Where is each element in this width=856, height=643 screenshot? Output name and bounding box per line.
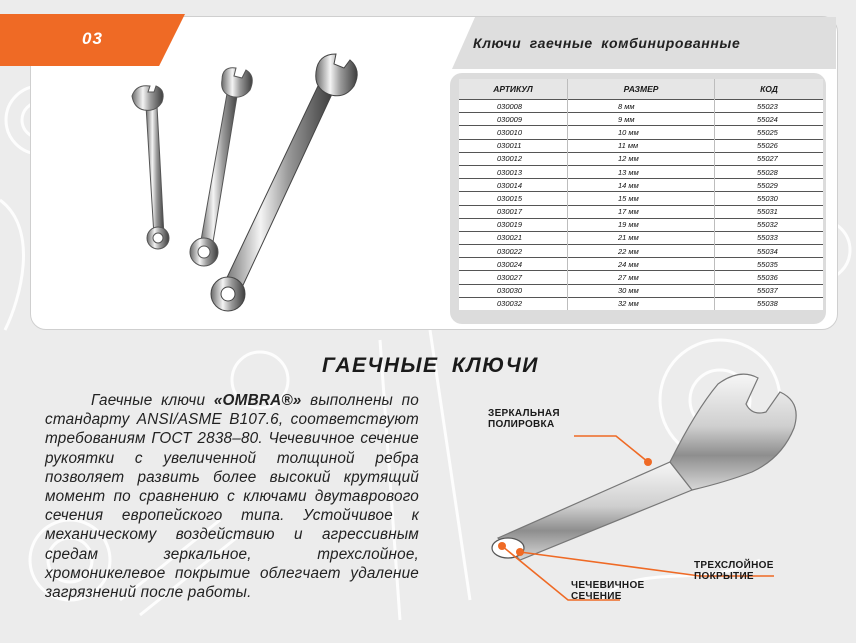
callout-three-layer-coating: ТРЕХСЛОЙНОЕ ПОКРЫТИЕ [694,560,774,582]
cell-size: 22 мм [568,245,715,258]
page-number: 03 [82,29,103,48]
small-wrench [132,86,169,249]
table-row [459,245,823,258]
table-header-row [459,79,823,100]
cell-size: 12 мм [568,152,715,165]
cell-article: 030027 [459,271,568,284]
table-row [459,139,823,152]
cell-code: 55025 [715,126,824,139]
table-row [459,165,823,178]
table-row [459,179,823,192]
cell-size: 27 мм [568,271,715,284]
cell-code: 55028 [715,165,824,178]
large-wrench-closeup [492,374,796,560]
cell-article: 030032 [459,297,568,310]
spec-table-body [459,100,823,311]
cell-size: 24 мм [568,258,715,271]
table-row [459,231,823,244]
spec-table [459,79,823,310]
cell-code: 55035 [715,258,824,271]
cell-article: 030010 [459,126,568,139]
cell-size: 21 мм [568,231,715,244]
cell-article: 030017 [459,205,568,218]
cell-article: 030014 [459,179,568,192]
callout-mirror-polish: ЗЕРКАЛЬНАЯ ПОЛИРОВКА [488,408,560,430]
section-title: ГАЕЧНЫЕ КЛЮЧИ [322,354,539,377]
table-row [459,126,823,139]
cell-size: 19 мм [568,218,715,231]
cell-size: 10 мм [568,126,715,139]
table-title: Ключи гаечные комбинированные [473,35,741,51]
callout-dot-section [498,542,506,550]
table-row [459,152,823,165]
cell-code: 55034 [715,245,824,258]
cell-article: 030013 [459,165,568,178]
cell-article: 030030 [459,284,568,297]
cell-article: 030015 [459,192,568,205]
cell-code: 55024 [715,113,824,126]
cell-code: 55031 [715,205,824,218]
cell-size: 8 мм [568,100,715,113]
brand-name: «OMBRA®» [213,392,302,409]
table-row [459,113,823,126]
cell-code: 55023 [715,100,824,113]
description-intro: Гаечные ключи [91,392,214,409]
callout-dot-polish [644,458,652,466]
column-header-code: КОД [715,79,824,100]
table-row [459,297,823,310]
cell-code: 55036 [715,271,824,284]
description-text [45,391,419,602]
cell-code: 55032 [715,218,824,231]
cell-article: 030019 [459,218,568,231]
cell-code: 55026 [715,139,824,152]
description-body: выполнены по стандарту ANSI/ASME B107.6, соответствуют требованиям ГОСТ 2838–80. Чечевичное сечение рукоятки с увеличенной толщиной ребра позволяет развить более высокий крутящий момент по сравнению с ключами двутаврового сечения европейского типа. Устойчивое к механическому воздействию и агрессивным средам зеркальное, трехслойное, хромоникелевое покрытие облегчает удаление загрязнений после работы. [45,392,419,602]
cell-code: 55029 [715,179,824,192]
cell-article: 030008 [459,100,568,113]
cell-code: 55030 [715,192,824,205]
cell-code: 55033 [715,231,824,244]
cell-article: 030022 [459,245,568,258]
column-header-article: АРТИКУЛ [459,79,568,100]
callout-dot-coating [516,548,524,556]
callout-lens-section: ЧЕЧЕВИЧНОЕ СЕЧЕНИЕ [571,580,645,602]
wrenches-photo [110,40,370,320]
cell-article: 030009 [459,113,568,126]
cell-article: 030012 [459,152,568,165]
column-header-size: РАЗМЕР [568,79,715,100]
cell-size: 17 мм [568,205,715,218]
table-row [459,192,823,205]
cell-size: 30 мм [568,284,715,297]
cell-article: 030024 [459,258,568,271]
cell-size: 11 мм [568,139,715,152]
cell-size: 13 мм [568,165,715,178]
table-row [459,271,823,284]
cell-code: 55038 [715,297,824,310]
cell-size: 32 мм [568,297,715,310]
cell-size: 15 мм [568,192,715,205]
cell-size: 14 мм [568,179,715,192]
cell-size: 9 мм [568,113,715,126]
table-row [459,100,823,113]
table-row [459,284,823,297]
table-row [459,218,823,231]
cell-code: 55037 [715,284,824,297]
cell-code: 55027 [715,152,824,165]
cell-article: 030021 [459,231,568,244]
cell-article: 030011 [459,139,568,152]
table-row [459,205,823,218]
table-row [459,258,823,271]
medium-wrench [190,68,252,266]
